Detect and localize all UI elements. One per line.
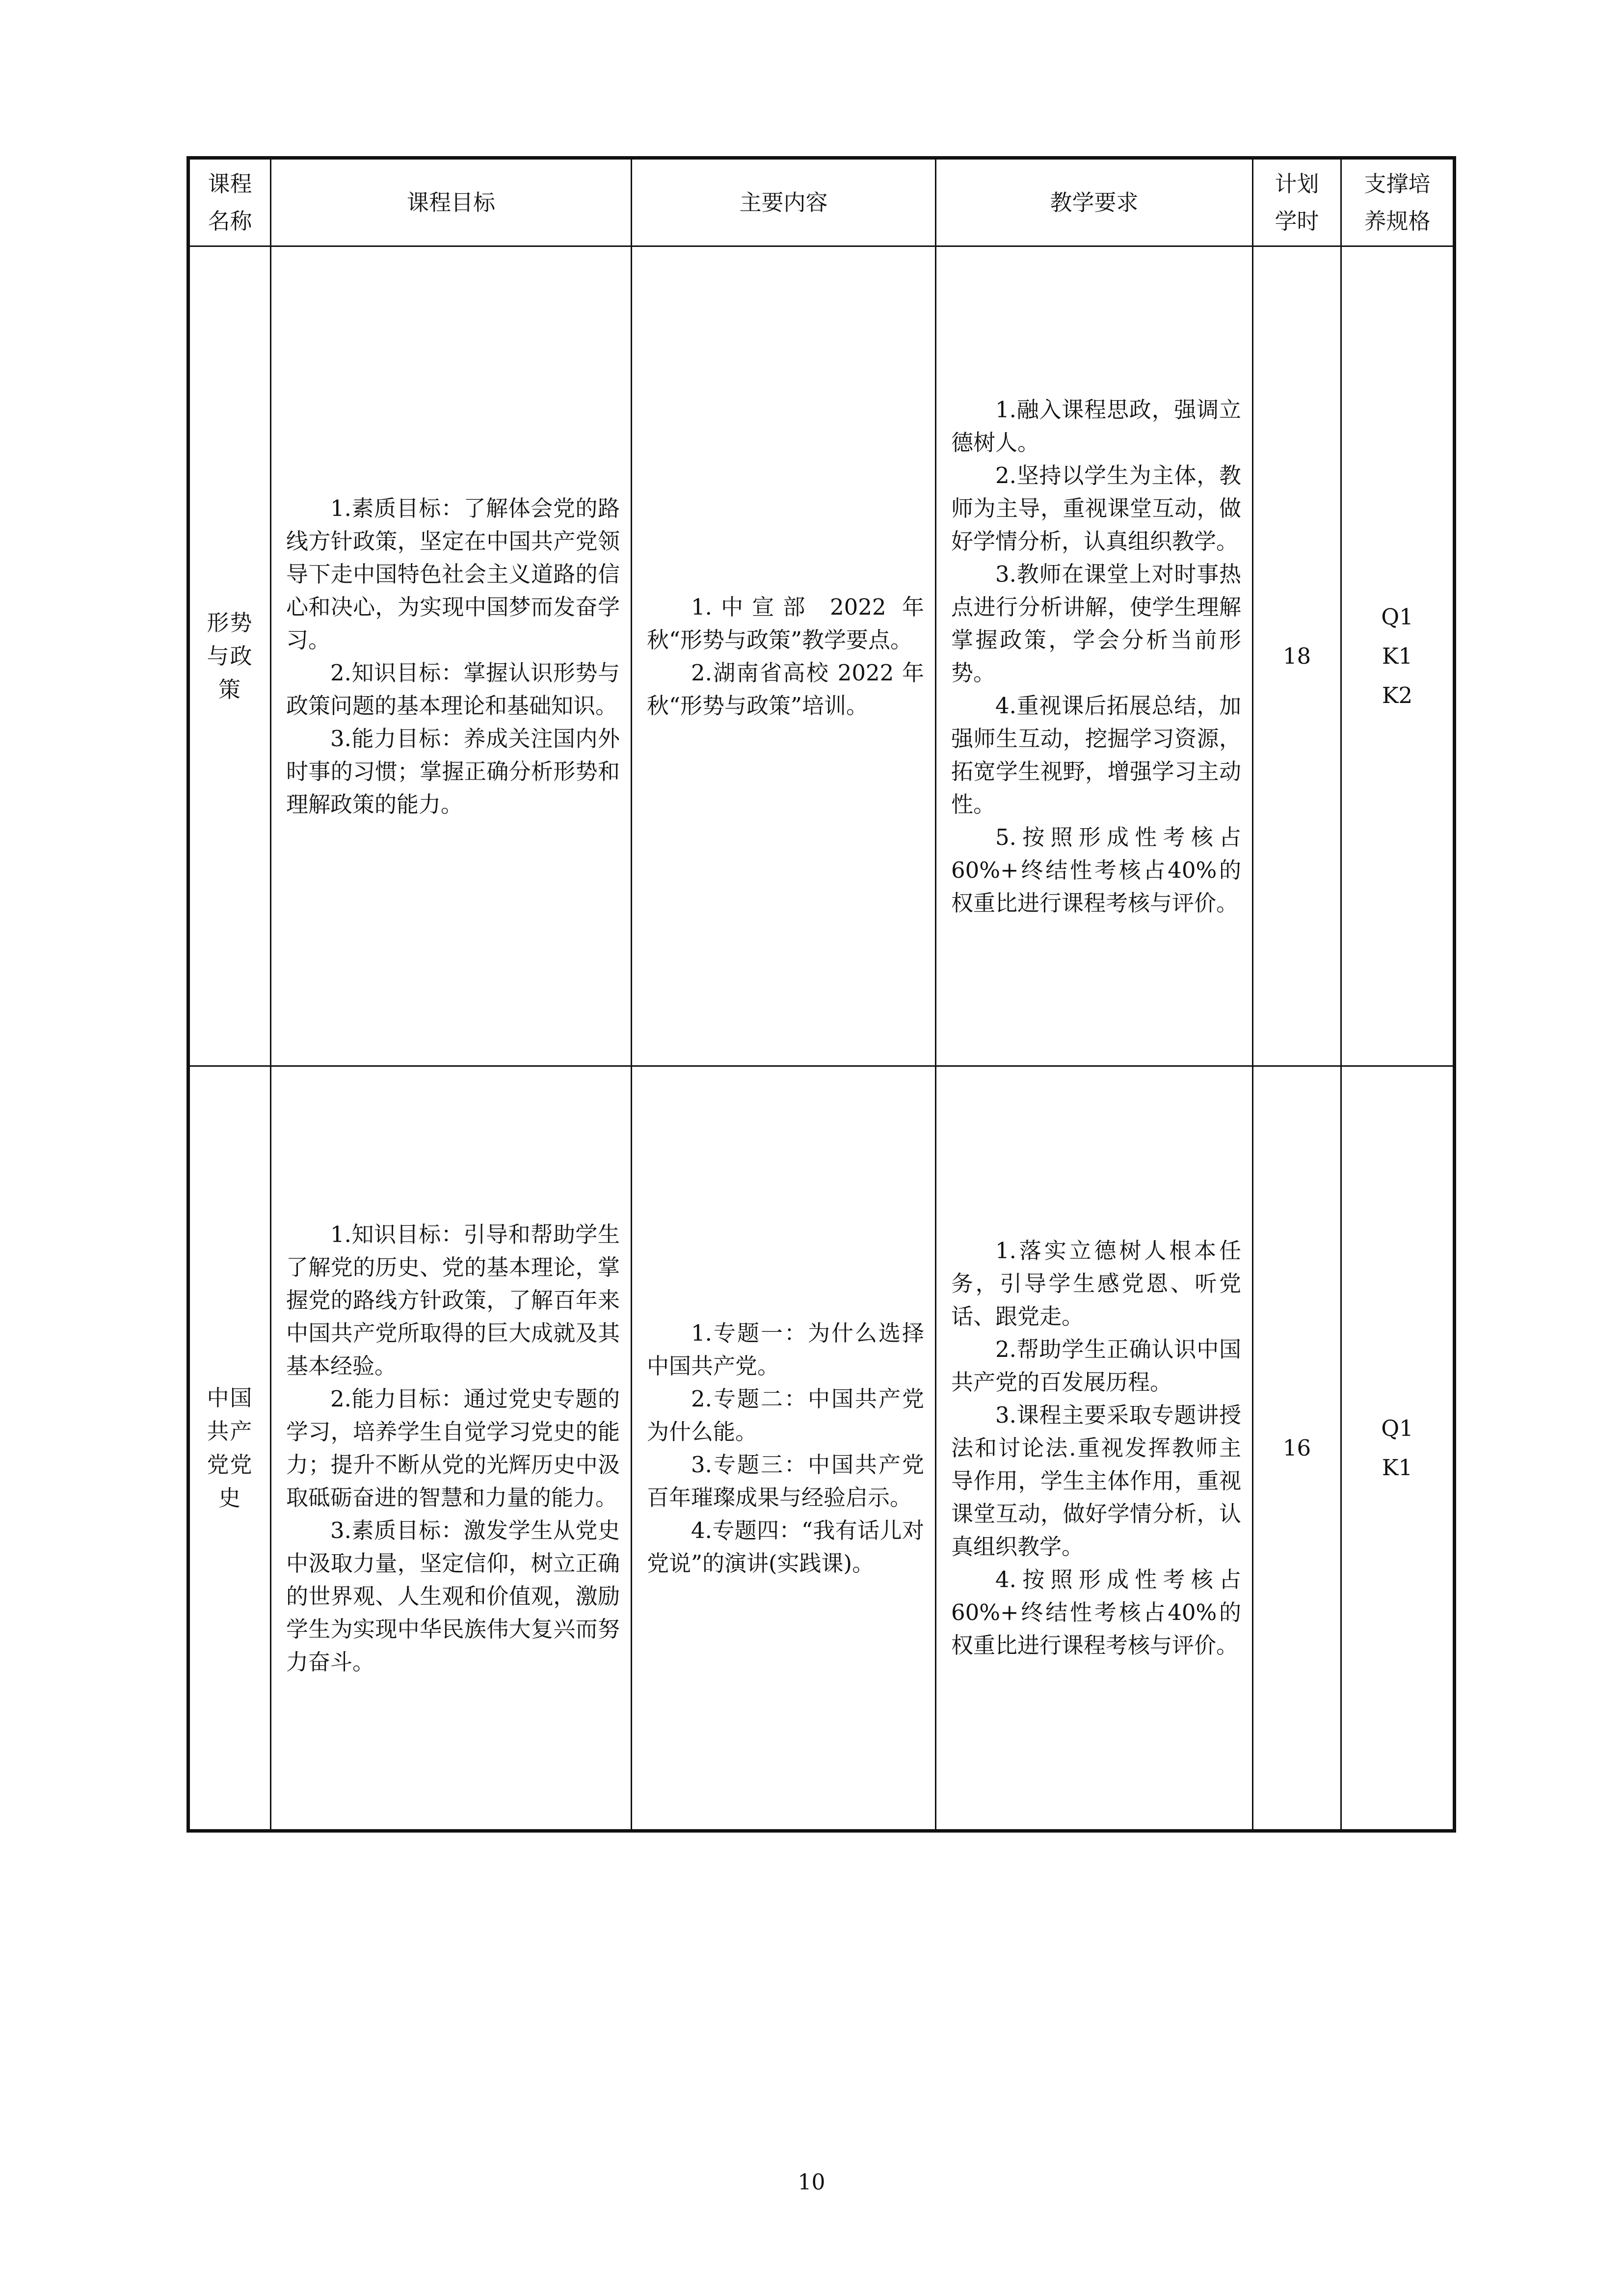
course-name: 中国共产党党史: [207, 1384, 253, 1511]
goal-item: 3.素质目标：激发学生从党史中汲取力量，坚定信仰，树立正确的世界观、人生观和价值观，激励学生为实现中华民族伟大复兴而努力奋斗。: [286, 1517, 620, 1675]
planned-hours: 18: [1253, 246, 1341, 1066]
requirement-item: 3.教师在课堂上对时事热点进行分析讲解，使学生理解掌握政策，学会分析当前形势。: [951, 561, 1241, 686]
requirement-item: 3.课程主要采取专题讲授法和讨论法.重视发挥教师主导作用，学生主体作用，重视课堂互动，做好学情分析，认真组织教学。: [951, 1402, 1241, 1560]
header-planned-hours: 计划学时: [1253, 158, 1341, 246]
requirement-item: 1.落实立德树人根本任务，引导学生感党恩、听党话、跟党走。: [951, 1238, 1241, 1329]
course-name-cell: [188, 246, 271, 1066]
content-item: 2.专题二：中国共产党为什么能。: [647, 1385, 924, 1445]
requirement-item: 4.重视课后拓展总结，加强师生互动，挖掘学习资源，拓宽学生视野，增强学习主动性。: [951, 692, 1241, 817]
table-row: [188, 246, 1455, 1066]
planned-hours: 16: [1253, 1066, 1341, 1831]
spec-code: K2: [1382, 682, 1413, 708]
supported-spec-cell: [1341, 1066, 1455, 1831]
header-supported-spec: 支撑培养规格: [1341, 158, 1455, 246]
content-item: 1.中宣部 2022 年秋“形势与政策”教学要点。: [647, 594, 924, 653]
content-item: 2.湖南省高校 2022 年秋“形势与政策”培训。: [647, 659, 924, 719]
requirement-item: 4.按照形成性考核占60%+终结性考核占40%的权重比进行课程考核与评价。: [951, 1567, 1241, 1658]
header-course-goal: 课程目标: [271, 158, 632, 246]
content-item: 1.专题一：为什么选择中国共产党。: [647, 1320, 924, 1379]
goal-item: 2.能力目标：通过党史专题的学习，培养学生自觉学习党史的能力；提升不断从党的光辉历史中汲取砥砺奋进的智慧和力量的能力。: [286, 1385, 620, 1511]
requirement-item: 2.坚持以学生为主体，教师为主导，重视课堂互动，做好学情分析，认真组织教学。: [951, 462, 1241, 554]
teaching-requirements-cell: [936, 1066, 1253, 1831]
goal-item: 3.能力目标：养成关注国内外时事的习惯；掌握正确分析形势和理解政策的能力。: [286, 725, 620, 817]
goal-item: 1.知识目标：引导和帮助学生了解党的历史、党的基本理论，掌握党的路线方针政策，了解百年来中国共产党所取得的巨大成就及其基本经验。: [286, 1221, 620, 1379]
goal-item: 1.素质目标：了解体会党的路线方针政策，坚定在中国共产党领导下走中国特色社会主义道路的信心和决心，为实现中国梦而发奋学习。: [286, 495, 620, 653]
content-item: 4.专题四：“我有话儿对党说”的演讲(实践课)。: [647, 1517, 924, 1576]
main-content-cell: [632, 1066, 936, 1831]
course-goal-cell: [271, 1066, 632, 1831]
main-content-cell: [632, 246, 936, 1066]
requirement-item: 1.融入课程思政，强调立德树人。: [951, 396, 1241, 456]
goal-item: 2.知识目标：掌握认识形势与政策问题的基本理论和基础知识。: [286, 659, 620, 719]
header-course-name: 课程名称: [188, 158, 271, 246]
spec-code: K1: [1382, 643, 1413, 669]
header-main-content: 主要内容: [632, 158, 936, 246]
spec-code: K1: [1382, 1454, 1413, 1481]
teaching-requirements-cell: [936, 246, 1253, 1066]
requirement-item: 5.按照形成性考核占60%+终结性考核占40%的权重比进行课程考核与评价。: [951, 824, 1241, 916]
table-row: [188, 1066, 1455, 1831]
spec-code: Q1: [1381, 603, 1413, 630]
requirement-item: 2.帮助学生正确认识中国共产党的百发展历程。: [951, 1336, 1241, 1395]
course-name-cell: [188, 1066, 271, 1831]
curriculum-table: [186, 156, 1456, 1833]
spec-code: Q1: [1381, 1415, 1413, 1441]
content-item: 3.专题三：中国共产党百年璀璨成果与经验启示。: [647, 1451, 924, 1511]
table-header-row: [188, 158, 1455, 246]
course-goal-cell: [271, 246, 632, 1066]
page-number: 10: [798, 2170, 825, 2195]
course-name: 形势与政策: [207, 609, 253, 702]
header-teaching-requirements: 教学要求: [936, 158, 1253, 246]
supported-spec-cell: [1341, 246, 1455, 1066]
